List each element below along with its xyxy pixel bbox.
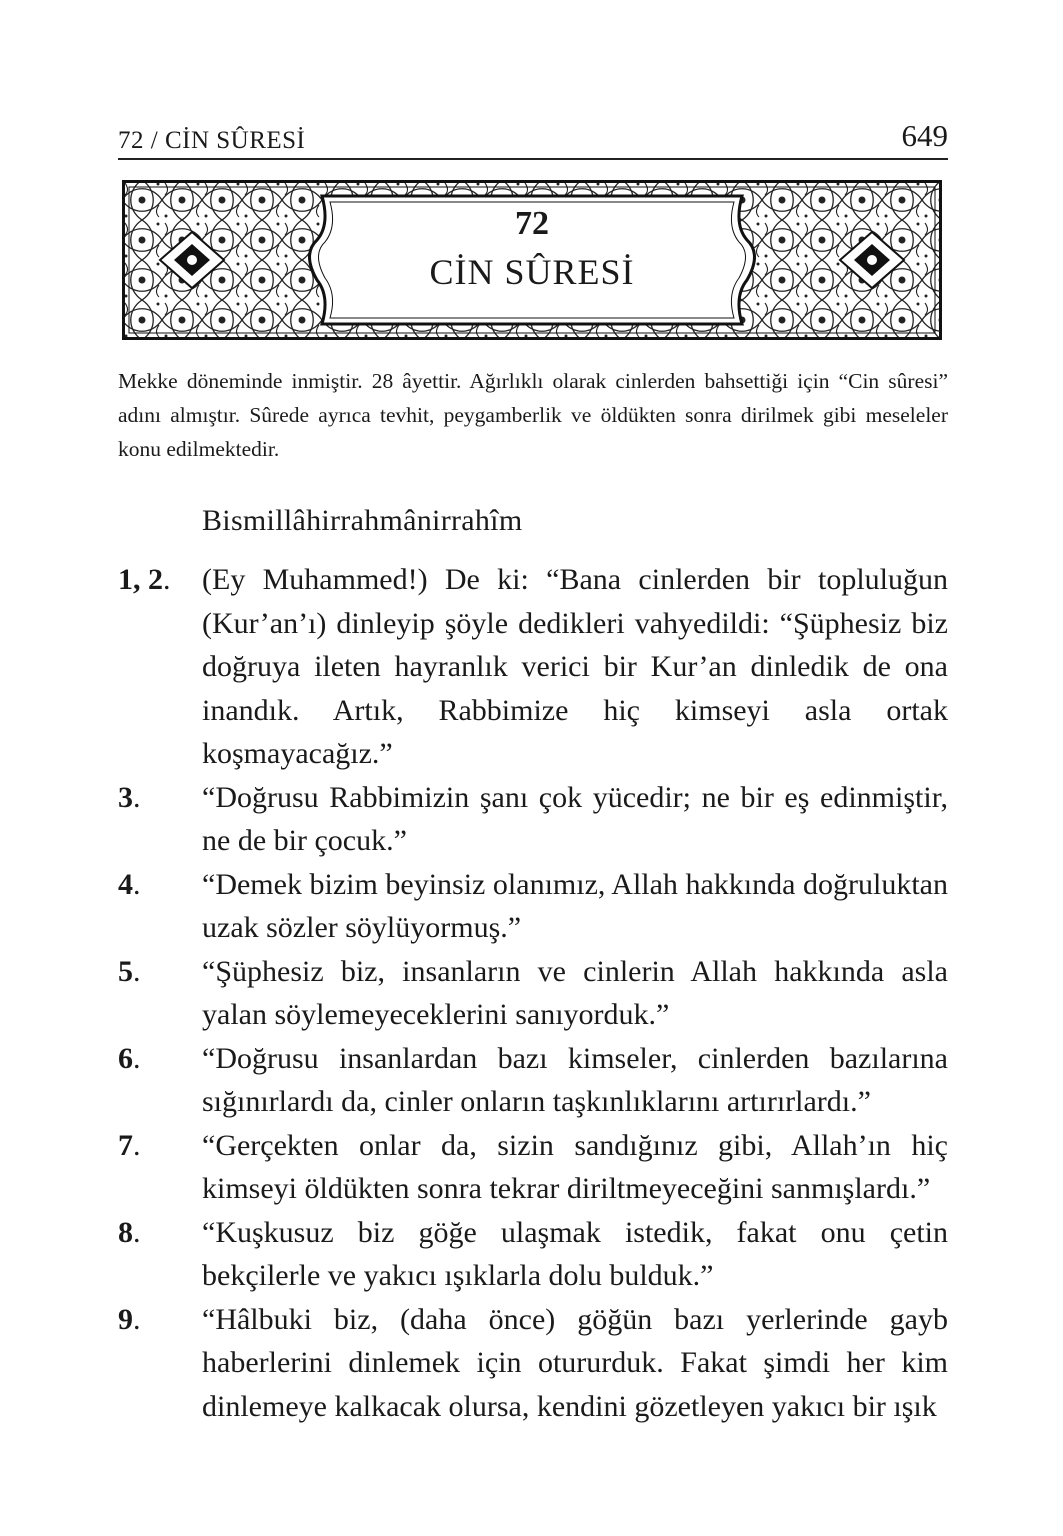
surah-introduction: Mekke döneminde inmiştir. 28 âyettir. Ağırlıklı olarak cinlerden bahsettiği için “Cin sûresi” adını almıştır. Sûrede ayrıca tevhit, peygamberlik ve öldükten sonra dirilmek gibi meseleler konu edilmektedir.	[118, 369, 948, 461]
surah-number: 72	[515, 205, 549, 242]
verse-text: “Kuşkusuz biz göğe ulaşmak istedik, fakat onu çetin bekçilerle ve yakıcı ışıklarla dolu bulduk.”	[202, 1215, 948, 1292]
verse-text: “Doğrusu insanlardan bazı kimseler, cinlerden bazılarına sığınırlardı da, cinler onların taşkınlıklarını artırırlardı.”	[202, 1041, 948, 1118]
verse-number: 8.	[118, 1215, 141, 1249]
verse-number: 5.	[118, 954, 141, 988]
surah-title-block	[422, 198, 642, 298]
verse-number: 9.	[118, 1302, 141, 1336]
verse-text: “Gerçekten onlar da, sizin sandığınız gibi, Allah’ın hiç kimseyi öldükten sonra tekrar diriltmeyeceğini sanmışlardı.”	[202, 1128, 948, 1205]
verse	[118, 1298, 948, 1429]
verse-number: 6.	[118, 1041, 141, 1075]
verse	[118, 558, 948, 776]
verse-text: (Ey Muhammed!) De ki: “Bana cinlerden bir topluluğun (Kur’an’ı) dinleyip şöyle dedikleri vahyedildi: “Şüphesiz biz doğruya ileten hayranlık verici bir Kur’an dinledik de ona inandık. Artık, Rabbimize hiç kimseyi asla ortak koşmayacağız.”	[202, 563, 948, 770]
verse	[118, 776, 948, 863]
basmala: Bismillâhirrahmânirrahîm	[202, 504, 523, 537]
verse-text: “Doğrusu Rabbimizin şanı çok yücedir; ne bir eş edinmiştir, ne de bir çocuk.”	[202, 780, 948, 857]
verse	[118, 1211, 948, 1298]
verse-text: “Şüphesiz biz, insanların ve cinlerin Allah hakkında asla yalan söylemeyeceklerini sanıyorduk.”	[202, 954, 948, 1031]
verse-number: 3.	[118, 780, 141, 814]
verse-text: “Hâlbuki biz, (daha önce) göğün bazı yerlerinde gayb haberlerini dinlemek için otururduk. Fakat şimdi her kim dinlemeye kalkacak olursa, kendini gözetleyen yakıcı bir ışık	[202, 1302, 948, 1423]
page-number: 649	[901, 118, 948, 153]
verse-list	[118, 558, 948, 1428]
surah-name: CİN SÛRESİ	[429, 252, 635, 292]
verse-number: 7.	[118, 1128, 141, 1162]
verse-number: 1, 2.	[118, 563, 171, 596]
running-title: 72 / CİN SÛRESİ	[118, 127, 306, 154]
verse-number: 4.	[118, 867, 141, 901]
verse	[118, 863, 948, 950]
verse	[118, 1037, 948, 1124]
verse	[118, 950, 948, 1037]
surah-banner	[122, 180, 942, 340]
running-header	[118, 118, 948, 160]
verse-text: “Demek bizim beyinsiz olanımız, Allah hakkında doğruluktan uzak sözler söylüyormuş.”	[202, 867, 948, 944]
verse	[118, 1124, 948, 1211]
